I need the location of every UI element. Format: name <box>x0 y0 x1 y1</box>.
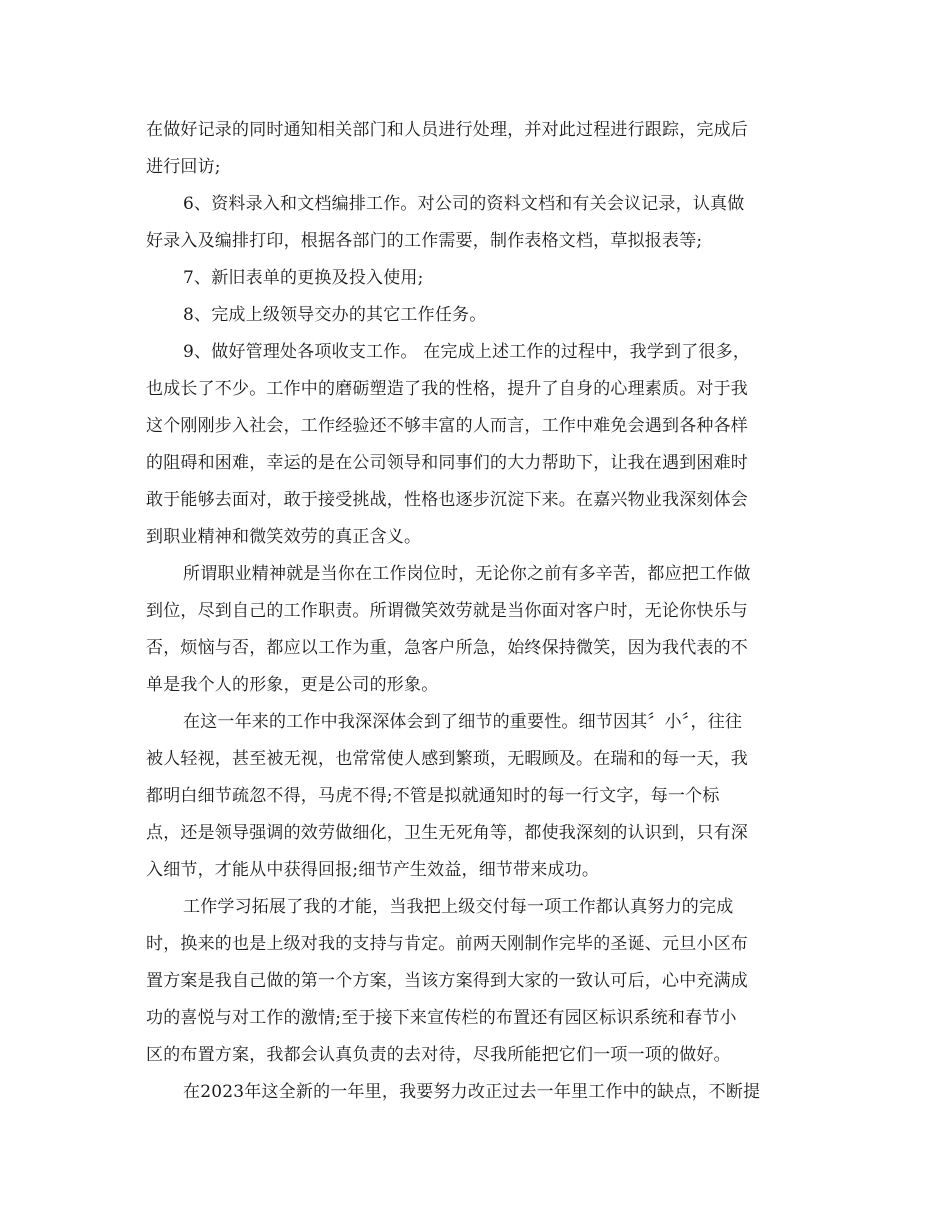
text-line: 单是我个人的形象，更是公司的形象。 <box>146 675 439 695</box>
text-line: 7、新旧表单的更换及投入使用; <box>183 268 424 288</box>
text-line: 置方案是我自己做的第一个方案，当该方案得到大家的一致认可后，心中充满成 <box>146 971 748 991</box>
text-line: 敢于能够去面对，敢于接受挑战，性格也逐步沉淀下来。在嘉兴物业我深刻体会 <box>146 490 748 510</box>
text-line: 入细节，才能从中获得回报;细节产生效益，细节带来成功。 <box>146 860 600 880</box>
text-line: 功的喜悦与对工作的激情;至于接下来宣传栏的布置还有园区标识系统和春节小 <box>146 1008 737 1028</box>
text-line: 也成长了不少。工作中的磨砺塑造了我的性格，提升了自身的心理素质。对于我 <box>146 379 748 399</box>
text-line: 在2023年这全新的一年里，我要努力改正过去一年里工作中的缺点，不断提 <box>183 1082 761 1102</box>
text-line: 进行回访; <box>146 157 221 177</box>
text-line: 8、完成上级领导交办的其它工作任务。 <box>183 305 487 325</box>
text-line: 好录入及编排打印，根据各部门的工作需要，制作表格文档，草拟报表等; <box>146 231 703 251</box>
text-line: 在做好记录的同时通知相关部门和人员进行处理，并对此过程进行跟踪，完成后 <box>146 120 748 140</box>
text-line: 6、资料录入和文档编排工作。对公司的资料文档和有关会议记录，认真做 <box>183 194 745 214</box>
text-line: 9、做好管理处各项收支工作。 在完成上述工作的过程中，我学到了很多， <box>183 342 751 362</box>
text-line: 区的布置方案，我都会认真负责的去对待，尽我所能把它们一项一项的做好。 <box>146 1045 731 1065</box>
text-line: 被人轻视，甚至被无视，也常常使人感到繁琐，无暇顾及。在瑞和的每一天，我 <box>146 749 748 769</box>
text-line: 到职业精神和微笑效劳的真正含义。 <box>146 527 422 547</box>
text-line: 的阻碍和困难，幸运的是在公司领导和同事们的大力帮助下，让我在遇到困难时 <box>146 453 748 473</box>
text-line: 时，换来的也是上级对我的支持与肯定。前两天刚制作完毕的圣诞、元旦小区布 <box>146 934 748 954</box>
text-line: 都明白细节疏忽不得，马虎不得;不管是拟就通知时的每一行文字，每一个标 <box>146 786 720 806</box>
text-line: 在这一年来的工作中我深深体会到了细节的重要性。细节因其〞小〞，往往 <box>183 712 743 732</box>
text-line: 所谓职业精神就是当你在工作岗位时，无论你之前有多辛苦，都应把工作做 <box>183 564 751 584</box>
text-line: 这个刚刚步入社会，工作经验还不够丰富的人而言，工作中难免会遇到各种各样 <box>146 416 748 436</box>
text-line: 点，还是领导强调的效劳做细化，卫生无死角等，都使我深刻的认识到，只有深 <box>146 823 748 843</box>
text-line: 工作学习拓展了我的才能，当我把上级交付每一项工作都认真努力的完成 <box>183 897 734 917</box>
text-line: 到位，尽到自己的工作职责。所谓微笑效劳就是当你面对客户时，无论你快乐与 <box>146 601 748 621</box>
text-line: 否，烦恼与否，都应以工作为重，急客户所急，始终保持微笑，因为我代表的不 <box>146 638 748 658</box>
